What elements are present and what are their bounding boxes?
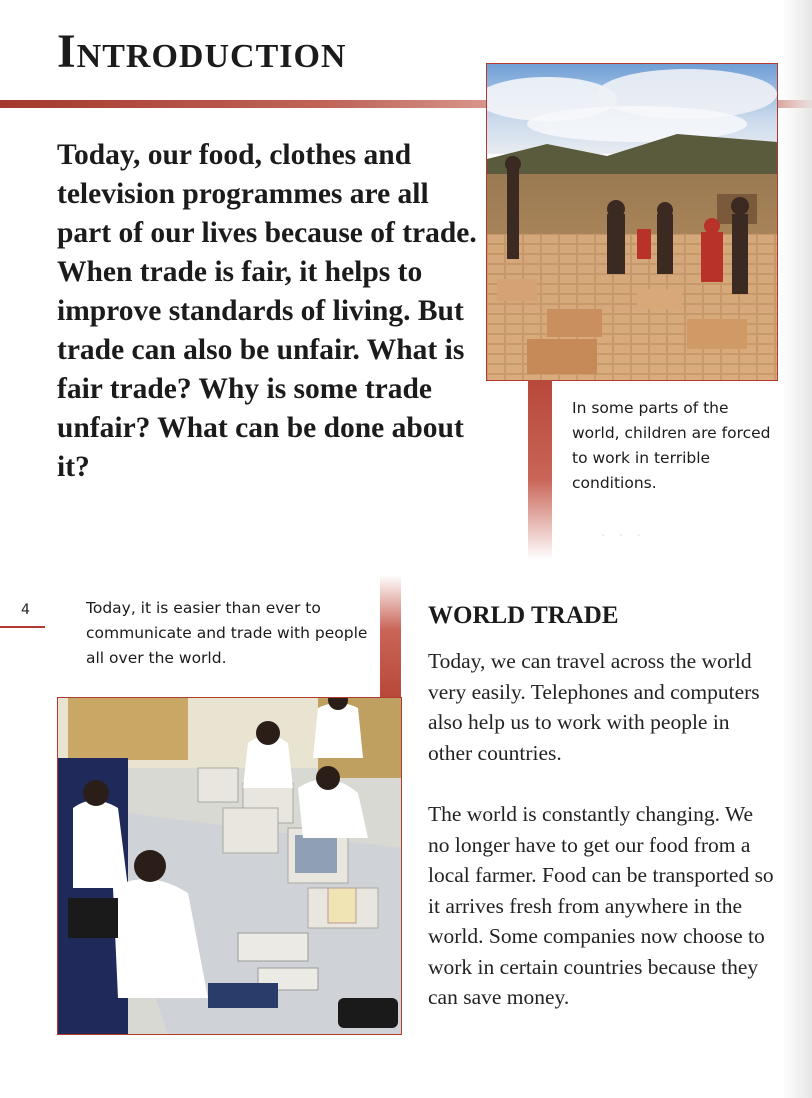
intro-paragraph: Today, our food, clothes and television programmes are all part of our lives because of trade. When trade is fair, it helps to improve standards of living. But trade can also be unfair. What is fair trade? Why is some trade unfair? What can be done about it? <box>57 139 477 483</box>
office-photo <box>57 697 402 1035</box>
title-rule-right <box>778 100 812 108</box>
brick-field-photo <box>486 63 778 381</box>
office-photo-caption: Today, it is easier than ever to communicate and trade with people all over the world. <box>86 599 368 667</box>
world-trade-paragraph-2: The world is constantly changing. We no longer have to get our food from a local farmer. Food can be transported so it arrives fresh from anywhere in the world. Some companies now choose to work in certain countries because they can save money. <box>428 802 774 1009</box>
caption-bar-right <box>528 380 552 560</box>
show-through-text: · · · <box>600 525 645 547</box>
page-number-rule <box>0 626 45 628</box>
section-heading-world-trade: WORLD TRADE <box>428 602 619 629</box>
world-trade-paragraph-1: Today, we can travel across the world very easily. Telephones and computers also help us to work with people in other countries. <box>428 649 760 765</box>
brick-photo-caption: In some parts of the world, children are forced to work in terrible conditions. <box>572 399 771 492</box>
title-rule <box>0 100 486 108</box>
caption-bar-left <box>380 575 401 697</box>
page-title: Introduction <box>57 25 347 78</box>
page-edge-shadow <box>782 0 812 1098</box>
page-number: 4 <box>21 602 30 618</box>
